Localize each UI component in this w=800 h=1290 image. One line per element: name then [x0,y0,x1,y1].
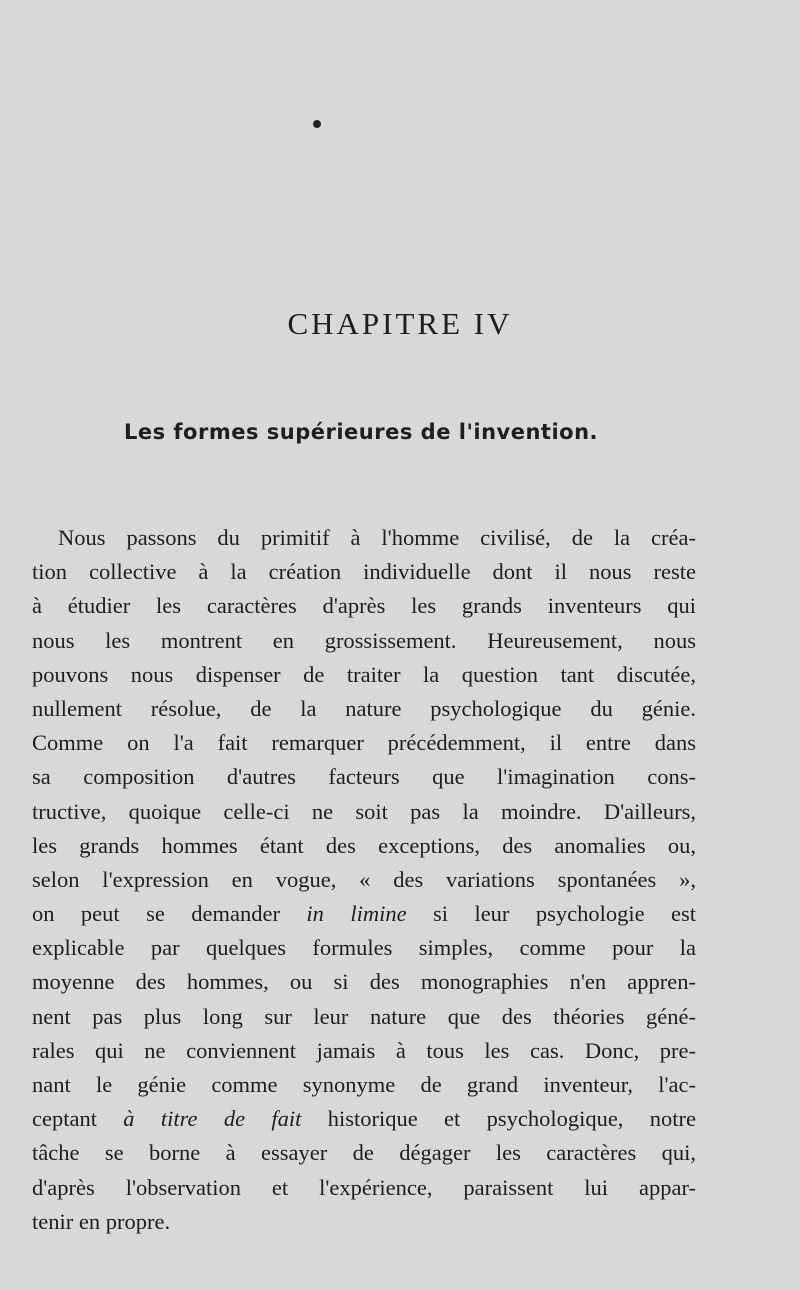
italic-phrase: in limine [306,901,407,927]
chapter-paragraph [32,521,696,1239]
text-line: nant le génie comme synonyme de grand inventeur, l'ac- [32,1072,696,1097]
text-line: selon l'expression en vogue, « des variations spontanées », [32,866,696,892]
text-line: on peut se demander in limine si leur psychologie est [32,901,696,927]
chapter-title: Les formes supérieures de l'invention. [123,420,598,444]
text-line: pouvons nous dispenser de traiter la question tant discutée, [32,661,696,687]
text-line: nullement résolue, de la nature psychologique du génie. [32,695,696,721]
text-line: d'après l'observation et l'expérience, paraissent lui appar- [32,1174,696,1200]
chapter-heading: CHAPITRE IV [287,306,513,341]
text-line: ceptant à titre de fait historique et psychologique, notre [32,1106,696,1132]
italic-phrase: à titre de fait [123,1106,302,1132]
text-line: tenir en propre. [32,1208,171,1234]
text-line: les grands hommes étant des exceptions, des anomalies ou, [32,832,696,858]
text-line: tion collective à la création individuelle dont il nous reste [32,559,696,585]
text-line: Nous passons du primitif à l'homme civilisé, de la créa- [58,525,696,550]
ornament-dot [313,120,321,128]
text-line: nous les montrent en grossissement. Heureusement, nous [32,627,696,653]
text-line: tâche se borne à essayer de dégager les caractères qui, [32,1140,696,1166]
text-line: tructive, quoique celle-ci ne soit pas la moindre. D'ailleurs, [32,798,696,824]
text-line: moyenne des hommes, ou si des monographies n'en appren- [32,969,696,995]
text-line: nent pas plus long sur leur nature que des théories géné- [32,1003,696,1029]
text-line: sa composition d'autres facteurs que l'imagination cons- [32,764,696,790]
text-line: à étudier les caractères d'après les grands inventeurs qui [32,593,696,619]
text-line: explicable par quelques formules simples, comme pour la [32,935,696,961]
text-line: rales qui ne conviennent jamais à tous les cas. Donc, pre- [32,1037,696,1063]
text-line: Comme on l'a fait remarquer précédemment, il entre dans [32,730,696,756]
